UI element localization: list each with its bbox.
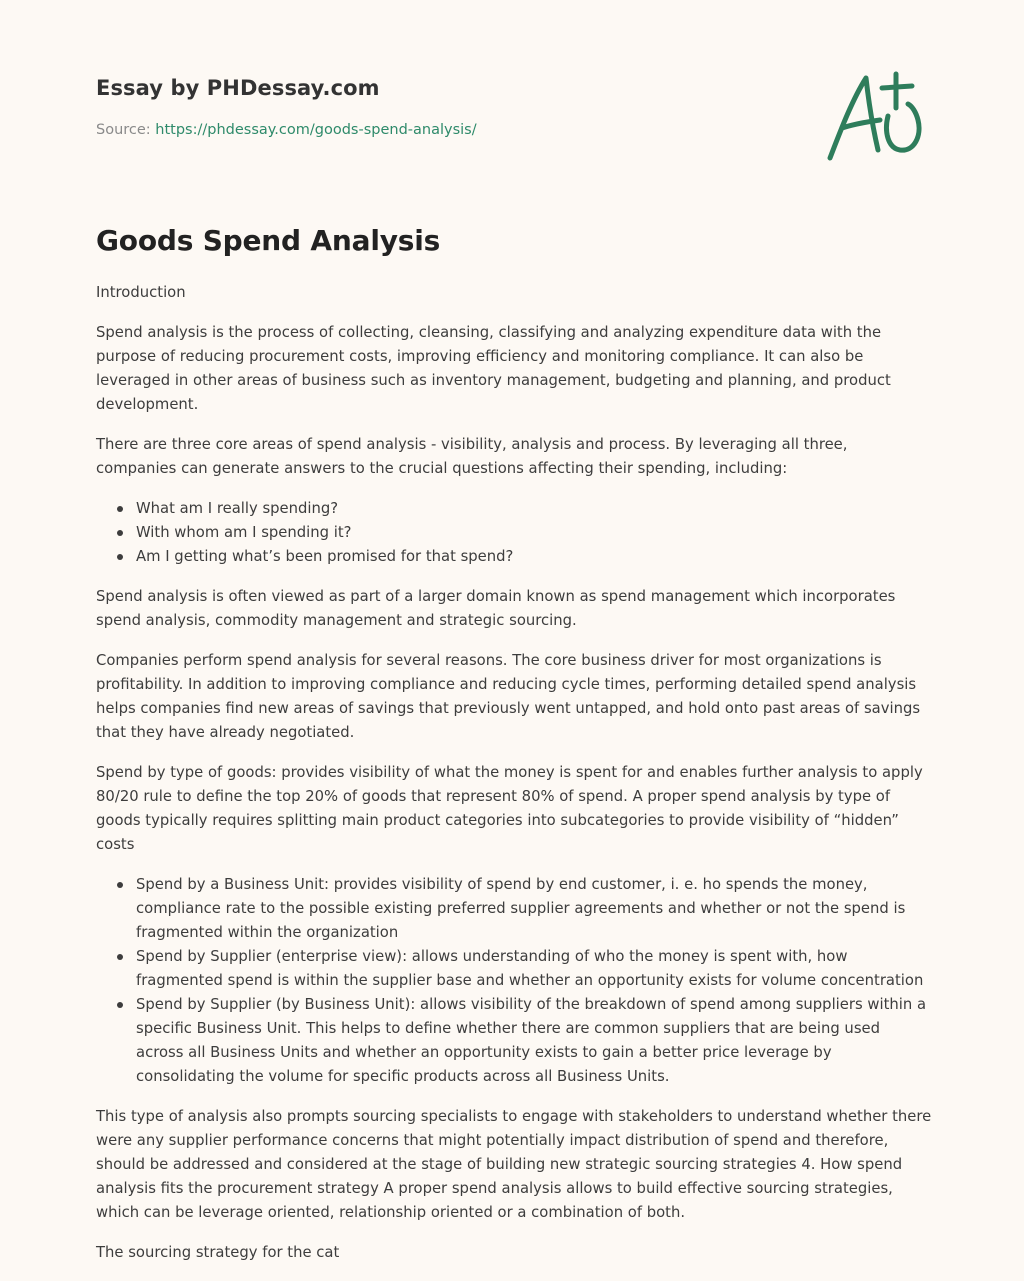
intro-heading: Introduction [96,284,186,301]
a-plus-logo-icon [822,66,928,166]
paragraph: There are three core areas of spend analysis - visibility, analysis and process. By leveraging all three, companies can generate answers to the crucial questions affecting their spending, including: [96,436,848,477]
source-line [96,122,936,138]
paragraph: This type of analysis also prompts sourcing specialists to engage with stakeholders to understand whether there were any supplier performance concerns that might potentially impact distribution of spend and therefore, should be addressed and considered at the stage of building new strategic sourcing strategies 4. How spend analysis fits the procurement strategy A proper spend analysis allows to build effective sourcing strategies, which can be leverage oriented, relationship oriented or a combination of both. [96,1108,932,1221]
essay-title: Goods Spend Analysis [96,224,441,257]
list-item: Spend by Supplier (enterprise view): allows understanding of who the money is spent with, how fragmented spend is within the supplier base and whether an opportunity exists for volume concentration [136,945,932,993]
list-item: What am I really spending? [136,497,932,521]
spend-types-list [96,873,932,1089]
source-label: Source: [96,122,156,138]
list-item: With whom am I spending it? [136,521,932,545]
list-item: Am I getting what’s been promised for that spend? [136,545,932,569]
list-item: Spend by a Business Unit: provides visibility of spend by end customer, i. e. ho spends the money, compliance rate to the possible existing preferred supplier agreements and whether or not the spend is fragmented within the organization [136,873,932,945]
paragraph: Spend analysis is often viewed as part of a larger domain known as spend management which incorporates spend analysis, commodity management and strategic sourcing. [96,588,896,629]
paragraph: Spend by type of goods: provides visibility of what the money is spent for and enables further analysis to apply 80/20 rule to define the top 20% of goods that represent 80% of spend. A proper spend analysis by type of goods typically requires splitting main product categories into subcategories to provide visibility of “hidden” costs [96,764,923,853]
page-header [96,76,936,138]
site-title: Essay by PHDessay.com [96,76,380,100]
questions-list [96,497,932,569]
paragraph: The sourcing strategy for the cat [96,1244,340,1261]
essay-content [96,224,932,1281]
paragraph: Companies perform spend analysis for several reasons. The core business driver for most organizations is profitability. In addition to improving compliance and reducing cycle times, performing detailed spend analysis helps companies find new areas of savings that previously went untapped, and hold onto past areas of savings that they have already negotiated. [96,652,921,741]
paragraph: Spend analysis is the process of collecting, cleansing, classifying and analyzing expenditure data with the purpose of reducing procurement costs, improving efficiency and monitoring compliance. It can also be leveraged in other areas of business such as inventory management, budgeting and planning, and product development. [96,324,891,413]
source-link[interactable]: https://phdessay.com/goods-spend-analysis/ [155,122,477,138]
list-item: Spend by Supplier (by Business Unit): allows visibility of the breakdown of spend among suppliers within a specific Business Unit. This helps to define whether there are common suppliers that are being used across all Business Units and whether an opportunity exists to gain a better price leverage by consolidating the volume for specific products across all Business Units. [136,993,932,1089]
